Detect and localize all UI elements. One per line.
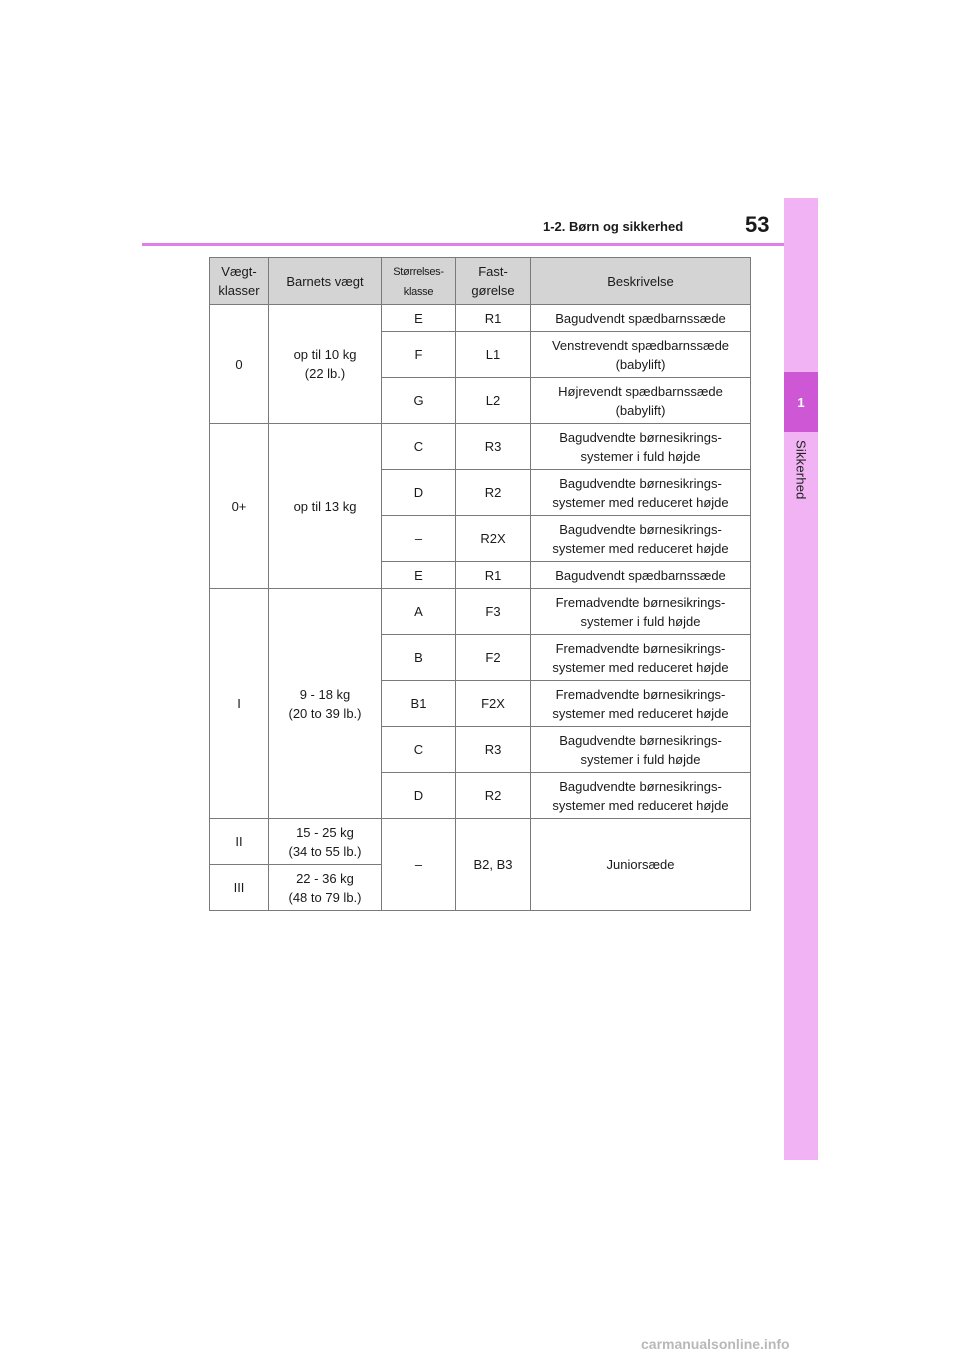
- fixture-cell: B2, B3: [456, 819, 531, 911]
- size-class-cell: D: [382, 470, 456, 516]
- size-class-cell: C: [382, 424, 456, 470]
- fixture-cell: L1: [456, 332, 531, 378]
- size-class-cell: B: [382, 635, 456, 681]
- child-weight-cell: 15 - 25 kg (34 to 55 lb.): [269, 819, 382, 865]
- size-class-cell: A: [382, 589, 456, 635]
- section-title: 1-2. Børn og sikkerhed: [543, 219, 684, 234]
- description-cell: Bagudvendt spædbarnssæde: [531, 562, 751, 589]
- table-header-row: [210, 258, 751, 305]
- weight-class-cell: I: [210, 589, 269, 819]
- fixture-cell: R2: [456, 773, 531, 819]
- size-class-cell: F: [382, 332, 456, 378]
- table-row: [210, 305, 751, 332]
- size-class-cell: –: [382, 516, 456, 562]
- description-cell: Fremadvendte børnesikrings- systemer i fuld højde: [531, 589, 751, 635]
- chapter-label: Sikkerhed: [793, 440, 809, 500]
- child-seat-size-table: [209, 257, 751, 911]
- size-class-cell: C: [382, 727, 456, 773]
- size-class-cell: D: [382, 773, 456, 819]
- header-weight-class: Vægt- klasser: [210, 258, 269, 305]
- description-cell: Fremadvendte børnesikrings- systemer med reduceret højde: [531, 681, 751, 727]
- header-child-weight: Barnets vægt: [269, 258, 382, 305]
- child-weight-cell: op til 10 kg (22 lb.): [269, 305, 382, 424]
- watermark: carmanualsonline.info: [641, 1336, 790, 1352]
- chapter-number: 1: [797, 394, 805, 410]
- child-weight-cell: op til 13 kg: [269, 424, 382, 589]
- size-class-cell: G: [382, 378, 456, 424]
- description-cell: Bagudvendte børnesikrings- systemer i fuld højde: [531, 727, 751, 773]
- description-cell: Venstrevendt spædbarnssæde (babylift): [531, 332, 751, 378]
- weight-class-cell: II: [210, 819, 269, 865]
- weight-class-cell: 0: [210, 305, 269, 424]
- weight-class-cell: 0+: [210, 424, 269, 589]
- chapter-side-tab: [784, 198, 818, 1160]
- description-cell: Fremadvendte børnesikrings- systemer med reduceret højde: [531, 635, 751, 681]
- description-cell: Bagudvendte børnesikrings- systemer med reduceret højde: [531, 516, 751, 562]
- size-class-cell: E: [382, 305, 456, 332]
- fixture-cell: L2: [456, 378, 531, 424]
- table-row: [210, 589, 751, 635]
- fixture-cell: F2: [456, 635, 531, 681]
- weight-class-cell: III: [210, 865, 269, 911]
- fixture-cell: R2X: [456, 516, 531, 562]
- fixture-cell: R3: [456, 727, 531, 773]
- description-cell: Bagudvendte børnesikrings- systemer med reduceret højde: [531, 773, 751, 819]
- fixture-cell: R1: [456, 562, 531, 589]
- description-cell: Højrevendt spædbarnssæde (babylift): [531, 378, 751, 424]
- table-row: [210, 819, 751, 865]
- size-class-cell: –: [382, 819, 456, 911]
- fixture-cell: F3: [456, 589, 531, 635]
- child-weight-cell: 22 - 36 kg (48 to 79 lb.): [269, 865, 382, 911]
- child-weight-cell: 9 - 18 kg (20 to 39 lb.): [269, 589, 382, 819]
- header-description: Beskrivelse: [531, 258, 751, 305]
- description-cell: Bagudvendte børnesikrings- systemer med reduceret højde: [531, 470, 751, 516]
- size-class-cell: E: [382, 562, 456, 589]
- fixture-cell: R3: [456, 424, 531, 470]
- header-fixture: Fast- gørelse: [456, 258, 531, 305]
- fixture-cell: F2X: [456, 681, 531, 727]
- fixture-cell: R2: [456, 470, 531, 516]
- description-cell: Bagudvendte børnesikrings- systemer i fuld højde: [531, 424, 751, 470]
- description-cell: Juniorsæde: [531, 819, 751, 911]
- table-row: [210, 424, 751, 470]
- header-rule: [142, 243, 784, 246]
- description-cell: Bagudvendt spædbarnssæde: [531, 305, 751, 332]
- page-number: 53: [745, 212, 770, 237]
- fixture-cell: R1: [456, 305, 531, 332]
- size-class-cell: B1: [382, 681, 456, 727]
- header-size-class: Størrelses- klasse: [382, 258, 456, 305]
